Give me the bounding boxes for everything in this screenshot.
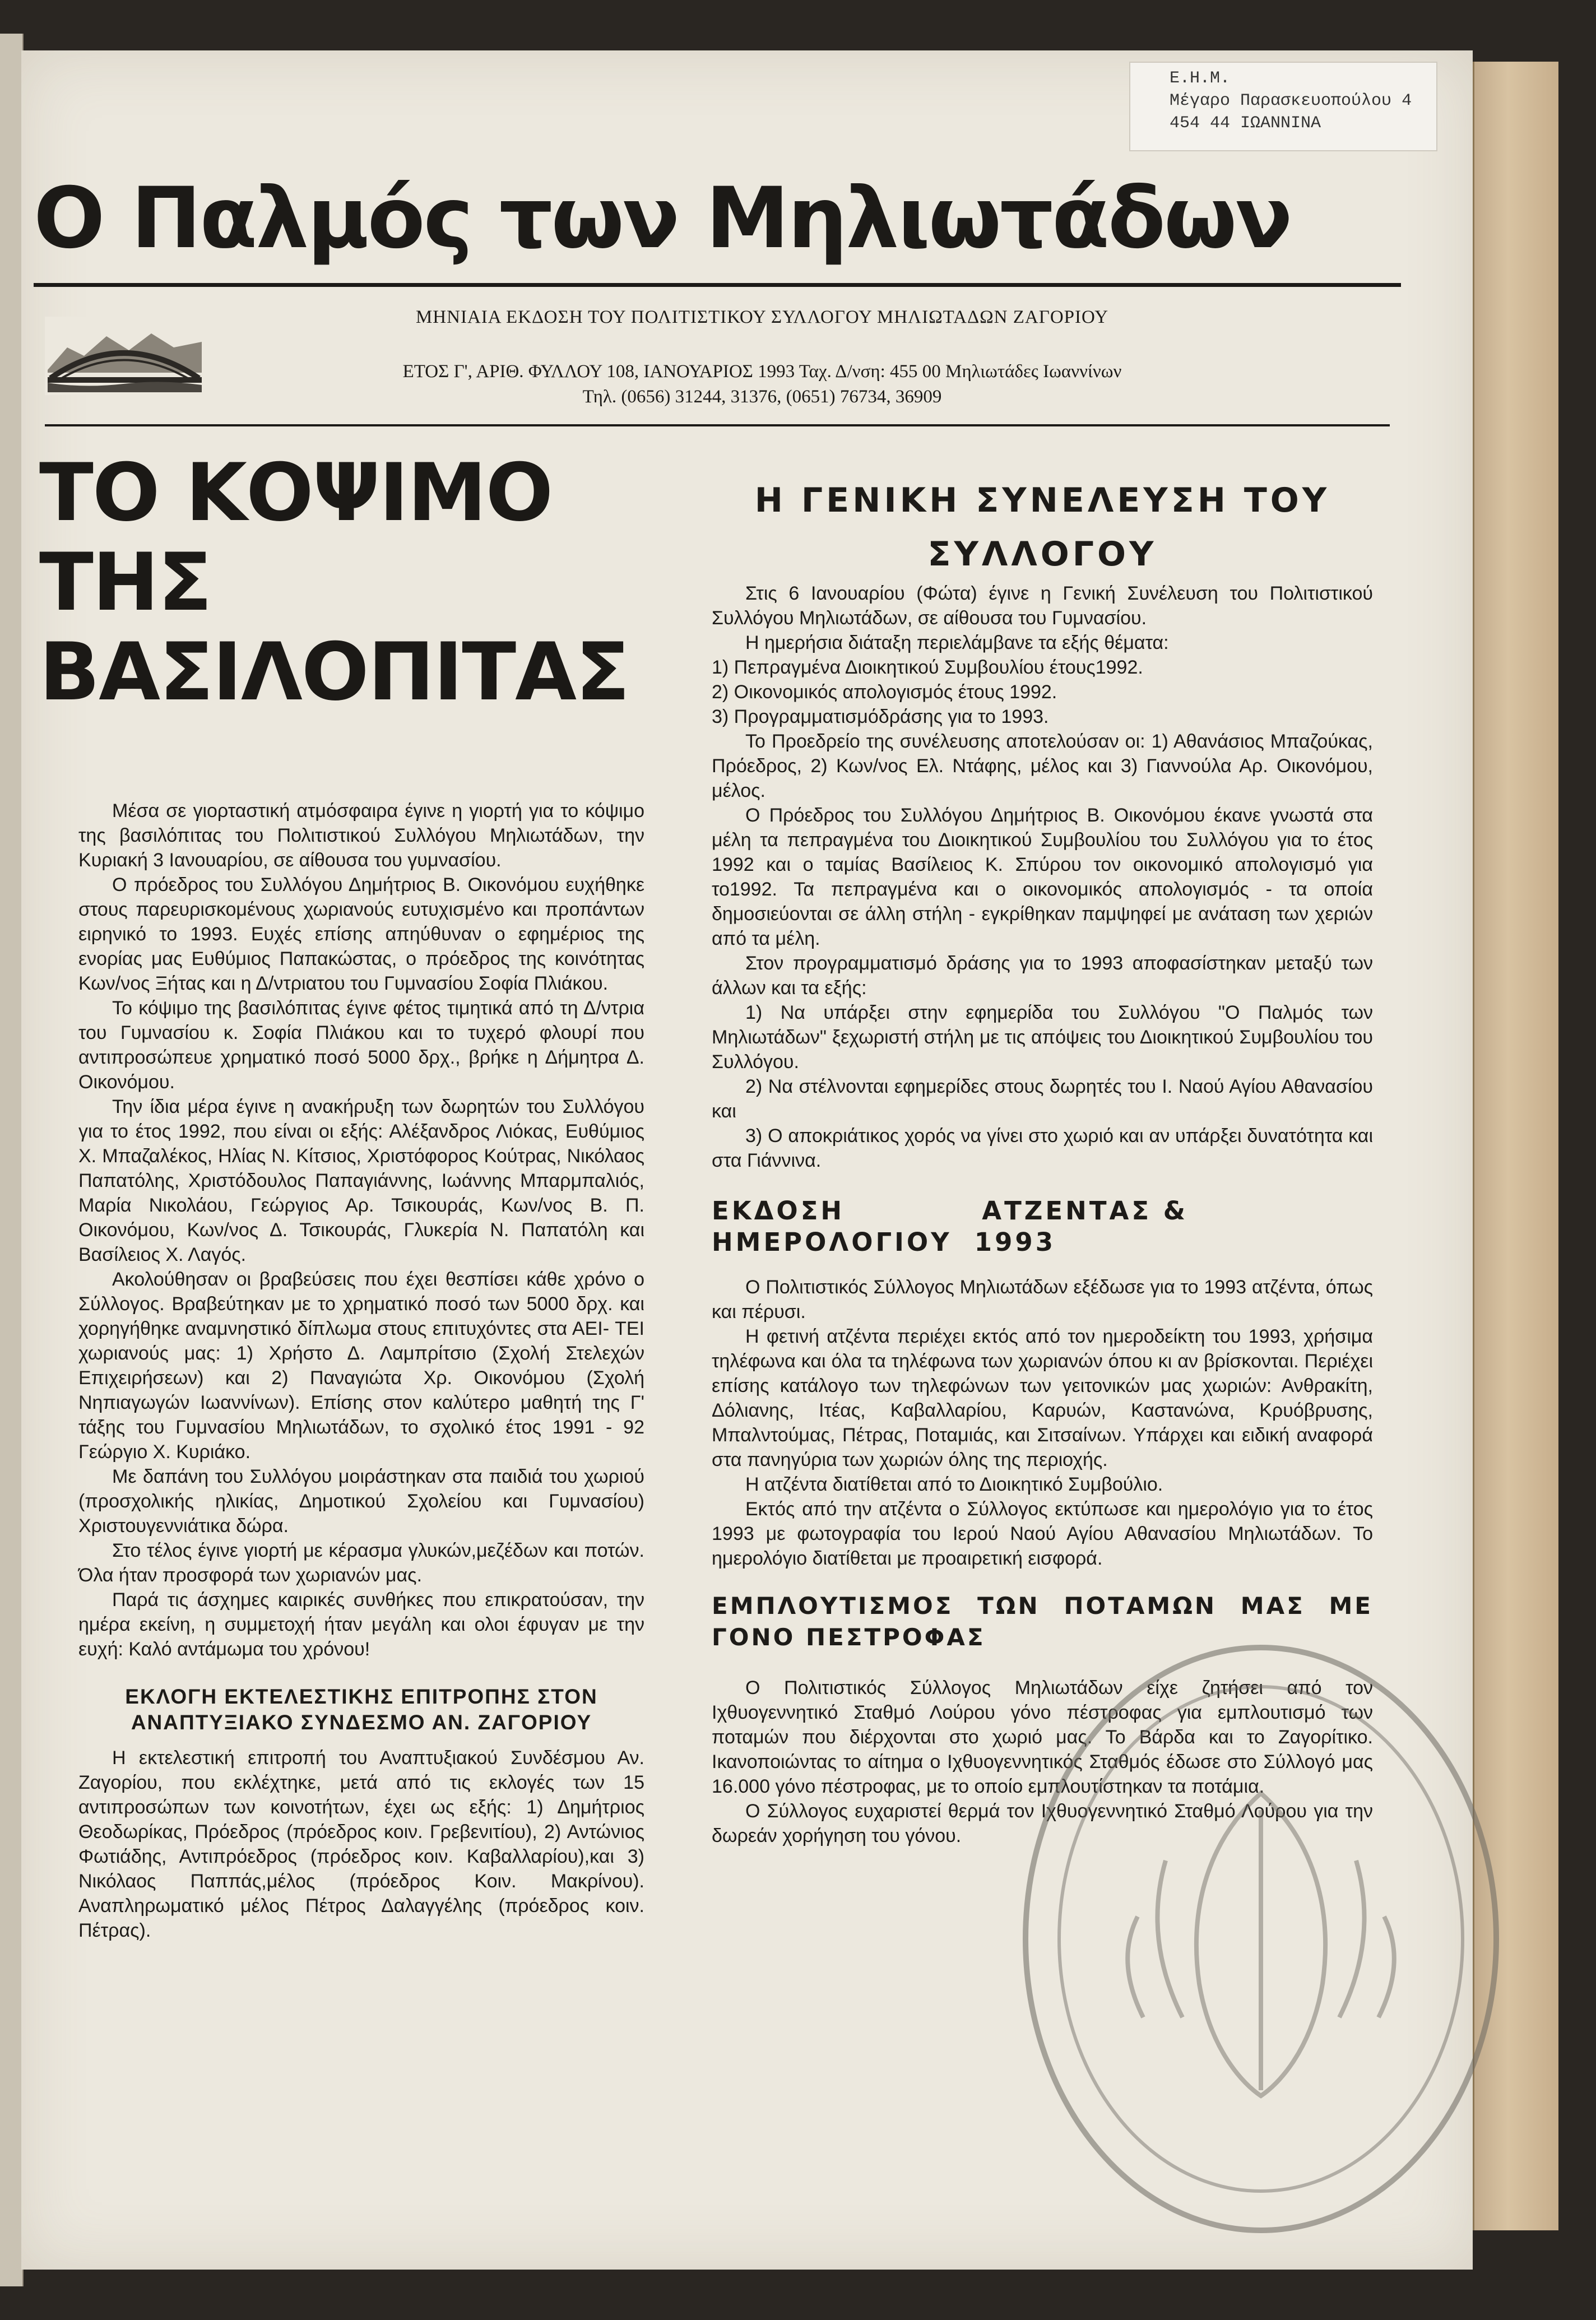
address-line: Μέγαρο Παρασκευοπούλου 4 [1170,91,1412,110]
article-paragraph: Την ίδια μέρα έγινε η ανακήρυξη των δωρητών του Συλλόγου για το έτος 1992, που είναι οι εξής: Αλέξανδρος Λιόκας, Ευθύμιος Χ. Μπαζαλέκος, Ηλίας Ν. Κίτσιος, Χριστόφορος Κούτρας, Νικόλαος Παπατόλης, Χριστόδουλος Παπαγιάννης, Ιωάννης Μπαρμπαλιός, Μαρία Νικολάου, Γεώργιος Αρ. Τσικουράς, Κων/νος Β. Π. Οικονόμου, Κων/νος Δ. Τσικουράς, Γλυκερία Ν. Παπατόλη και Βασίλειος Χ. Λαγός. [78,1096,644,1265]
phone-info: Τηλ. (0656) 31244, 31376, (0651) 76734, 36909 [582,387,942,407]
headline-part: 1993 [974,1227,1056,1257]
article-paragraph: Η εκτελεστική επιτροπή του Αναπτυξιακού Συνδέσμου Αν. Ζαγορίου, που εκλέχτηκε, μετά από τις εκλογές των 15 αντιπροσώπων των κοινοτήτων, έχει ως εξής: 1) Δημήτριος Θεοδωρίκας, Πρόεδρος (πρόεδρος κοιν. Γρεβενιτίου), 2) Αντώνιος Φωτιάδης, Αντιπρόεδρος (πρόεδρος κοιν. Καβαλλαρίου),και 3) Νικόλαος Παππάς,μέλος (πρόεδρος Κοιν. Μακρίνου). Αναπληρωματικό μέλος Πέτρος Δαλαγγέλης (πρόεδρος κοιν. Πέτρας). [78,1747,644,1941]
header-rule [45,424,1390,426]
article-paragraph: Η ατζέντα διατίθεται από το Διοικητικό Συμβούλιο. [745,1474,1163,1495]
headline-line: ΒΑΣΙΛΟΠΙΤΑΣ [39,626,629,718]
headline-line: ΤΟ ΚΟΨΙΜΟ [39,447,553,539]
headline-line: ΤΗΣ [39,536,211,629]
headline-vasilopita [39,448,656,717]
article-paragraph: Το Προεδρείο της συνέλευσης αποτελούσαν οι: 1) Αθανάσιος Μπαζούκας, Πρόεδρος, 2) Κων/νος Ελ. Ντάφης, μέλος και 3) Γιαννούλα Αρ. Οικονόμου, μέλος. [712,731,1373,801]
headline-part: ΕΚΔΟΣΗ [712,1196,845,1226]
headline-atzenta [712,1195,1373,1258]
headline-line: Η ΓΕΝΙΚΗ ΣΥΝΕΛΕΥΣΗ ΤΟΥ [754,481,1330,520]
newspaper-title: Ο Παλμός των Μηλιωτάδων [34,170,1291,267]
headline-line: ΣΥΛΛΟΓΟΥ [927,535,1157,574]
article-paragraph: Το κόψιμο της βασιλόπιτας έγινε φέτος τιμητικά από τη Δ/ντρια του Γυμνασίου κ. Σοφία Πλιάκου και το τυχερό φλουρί που αντιπροσώπευε χρηματικό ποσό 5000 δρχ., βρήκε η Δήμητρα Δ. Οικονόμου. [78,997,644,1093]
publication-subtitle: ΜΗΝΙΑΙΑ ΕΚΔΟΣΗ ΤΟΥ ΠΟΛΙΤΙΣΤΙΚΟΥ ΣΥΛΛΟΓΟΥ ΜΗΛΙΩΤΑΔΩΝ ΖΑΓΟΡΙΟΥ [415,307,1109,327]
binding-edge [1473,62,1558,2230]
article-paragraph: Η ημερήσια διάταξη περιελάμβανε τα εξής θέματα: [745,632,1169,653]
headline-potamia: ΕΜΠΛΟΥΤΙΣΜΟΣ ΤΩΝ ΠΟΤΑΜΩΝ ΜΑΣ ΜΕ ΓΟΝΟ ΠΕΣΤΡΟΦΑΣ [712,1592,1373,1651]
article-paragraph: Η φετινή ατζέντα περιέχει εκτός από τον ημεροδείκτη του 1993, χρήσιμα τηλέφωνα και όλα τα τηλέφωνα των χωριανών όπου κι αν βρίσκονται. Περιέχει επίσης κατάλογο των τηλεφώνων των γειτονικών μας χωριών: Ανθρακίτη, Δόλιανης, Ιτέας, Καβαλλαρίου, Καρυών, Καστανώνα, Κρυόβρυσης, Μπαλντούμας, Πέτρας, Ποταμιάς, και Σιτσαίνων. Υπάρχει και ειδική αναφορά στα πανηγύρια των χωριών όλης της περιοχής. [712,1326,1373,1470]
article-vasilopita [78,799,644,1943]
article-paragraph: Στις 6 Ιανουαρίου (Φώτα) έγινε η Γενική Συνέλευση του Πολιτιστικού Συλλόγου Μηλιωτάδων, σε αίθουσα του Γυμνασίου. [712,583,1373,629]
article-synelefsi [712,474,1373,1848]
article-paragraph: Στο τέλος έγινε γιορτή με κέρασμα γλυκών,μεζέδων και ποτών. Όλα ήταν προσφορά των χωριανών μας. [78,1540,644,1586]
masthead-rule [34,283,1401,287]
page-edge-strip [0,34,24,2286]
issue-info: ΕΤΟΣ Γ', ΑΡΙΘ. ΦΥΛΛΟΥ 108, ΙΑΝΟΥΑΡΙΟΣ 1993 Ταχ. Δ/νση: 455 00 Μηλιωτάδες Ιωαννίνων [402,361,1122,382]
article-paragraph: Με δαπάνη του Συλλόγου μοιράστηκαν στα παιδιά του χωριού (προσχολικής ηλικίας, Δημοτικού Σχολείου και Γυμνασίου) Χριστουγεννιάτικα δώρα. [78,1466,644,1537]
agenda-item: 3) Προγραμματισμόδράσης για το 1993. [712,706,1049,727]
headline-part: ΑΤΖΕΝΤΑΣ & [982,1196,1188,1226]
headline-epitropi: ΕΚΛΟΓΗ ΕΚΤΕΛΕΣΤΙΚΗΣ ΕΠΙΤΡΟΠΗΣ ΣΤΟΝ ΑΝΑΠΤΥΞΙΑΚΟ ΣΥΝΔΕΣΜΟ ΑΝ. ΖΑΓΟΡΙΟΥ [125,1685,598,1734]
agenda-item: 2) Οικονομικός απολογισμός έτους 1992. [712,681,1057,703]
article-paragraph: Ο πρόεδρος του Συλλόγου Δημήτριος Β. Οικονόμου ευχήθηκε στους παρευρισκομένους χωριανούς ευτυχισμένο και προπάντων ειρηνικό το 1993. Ευχές επίσης απηύθυναν ο εφημέριος της ενορίας μας Ευθύμιος Παπακώστας, ο πρόεδρος της κοινότητας Κων/νος Ξήτας και η Δ/ντριατου του Γυμνασίου Σοφία Πλιάκου. [78,874,644,994]
address-line: Ε.Η.Μ. [1170,69,1231,88]
article-paragraph: Παρά τις άσχημες καιρικές συνθήκες που επικρατούσαν, την ημέρα εκείνη, η συμμετοχή ήταν μεγάλη και ολοι έφυγαν με την ευχή: Καλό αντάμωμα του χρόνου! [78,1589,644,1660]
agenda-item: 1) Πεπραγμένα Διοικητικού Συμβουλίου έτους1992. [712,657,1143,678]
address-line: 454 44 ΙΩΑΝΝΙΝΑ [1170,114,1321,133]
article-paragraph: Ο Πρόεδρος του Συλλόγου Δημήτριος Β. Οικονόμου έκανε γνωστά στα μέλη τα πεπραγμένα του Διοικητικού Συμβουλίου του Συλλόγου για το έτος 1992 και ο ταμίας Βασίλειος Κ. Σπύρου τον οικονομικό απολογισμό για το1992. Τα πεπραγμένα και ο οικονομικός απολογισμός - τα οποία δημοσιεύονται σε άλλη στήλη - εγκρίθηκαν παμψηφεί με ανάταση των χεριών από τα μέλη. [712,805,1373,949]
article-paragraph: Ακολούθησαν οι βραβεύσεις που έχει θεσπίσει κάθε χρόνο ο Σύλλογος. Βραβεύτηκαν με το χρηματικό ποσό των 5000 δρχ. και χορηγήθηκε αναμνηστικό δίπλωμα στους επιτυχόντες στα ΑΕΙ- ΤΕΙ χωριανούς μας: 1) Χρήστο Δ. Λαμπρίτσιο (Σχολή Στελεχών Επιχειρήσεων) και 2) Παναγιώτα Χρ. Οικονόμου (Σχολή Νηπιαγωγών Ιωαννίνων). Επίσης στον καλύτερο μαθητή της Γ' τάξης του Γυμνασίου Μηλιωτάδων, το σχολικό έτος 1991 - 92 Γεώργιο Χ. Κυριάκο. [78,1269,644,1463]
article-paragraph: 1) Να υπάρξει στην εφημερίδα του Συλλόγου "Ο Παλμός των Μηλιωτάδων" ξεχωριστή στήλη με τις απόψεις του Διοικητικού Συμβουλίου του Συλλόγου. [712,1002,1373,1073]
article-paragraph: 3) Ο αποκριάτικος χορός να γίνει στο χωριό και αν υπάρξει δυνατότητα και στα Γιάννινα. [712,1125,1373,1171]
article-paragraph: Ο Πολιτιστικός Σύλλογος Μηλιωτάδων είχε ζητήσει από τον Ιχθυογεννητικό Σταθμό Λούρου γόνο πέστροφας για εμπλουτισμό των ποταμών που διέρχονται στο χωριό μας. Το Βάρδα και το Ζαγορίτικο. Ικανοποιώντας το αίτημα ο Ιχθυογεννητικός Σταθμός έδωσε στο Σύλλογό μας 16.000 γόνο πέστροφας, με το οποίο εμπλουτίστηκαν τα ποτάμια. [712,1677,1373,1797]
article-paragraph: Ο Πολιτιστικός Σύλλογος Μηλιωτάδων εξέδωσε για το 1993 ατζέντα, όπως και πέρυσι. [712,1277,1373,1323]
article-paragraph: Στον προγραμματισμό δράσης για το 1993 αποφασίστηκαν μεταξύ των άλλων και τα εξής: [712,953,1373,999]
article-paragraph: Εκτός από την ατζέντα ο Σύλλογος εκτύπωσε και ημερολόγιο για το έτος 1993 με φωτογραφία του Ιερού Ναού Αγίου Αθανασίου Μηλιωτάδων. Το ημερολόγιο διατίθεται με προαιρετική εισφορά. [712,1498,1373,1569]
article-paragraph: Μέσα σε γιορταστική ατμόσφαιρα έγινε η γιορτή για το κόψιμο της βασιλόπιτας του Πολιτιστικού Συλλόγου Μηλιωτάδων, την Κυριακή 3 Ιανουαρίου, σε αίθουσα του γυμνασίου. [78,800,644,871]
headline-synelefsi [712,474,1373,581]
article-paragraph: 2) Να στέλνονται εφημερίδες στους δωρητές του Ι. Ναού Αγίου Αθανασίου και [712,1076,1373,1122]
bridge-logo-icon [45,317,205,395]
address-label [1129,62,1437,151]
headline-part: ΗΜΕΡΟΛΟΓΙΟΥ [712,1227,952,1257]
article-paragraph: Ο Σύλλογος ευχαριστεί θερμά τον Ιχθυογεννητικό Σταθμό Λούρου για την δωρεάν χορήγηση του γόνου. [712,1801,1373,1846]
